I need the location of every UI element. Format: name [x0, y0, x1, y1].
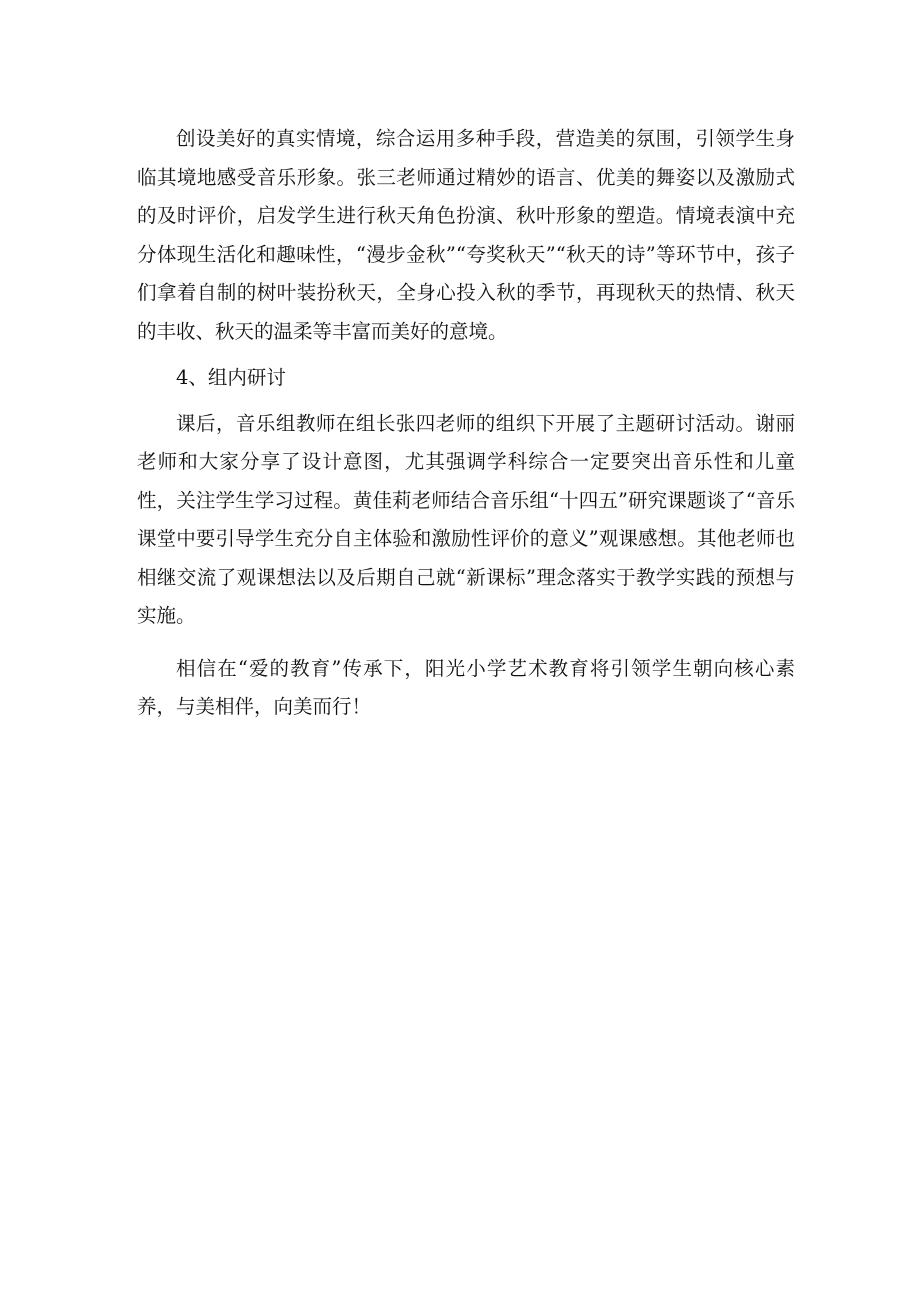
paragraph-scenario-creation: 创设美好的真实情境，综合运用多种手段，营造美的氛围，引领学生身临其境地感受音乐形象。张三老师通过精妙的语言、优美的舞姿以及激励式的及时评价，启发学生进行秋天角色扮演、秋叶形象的塑造。情境表演中充分体现生活化和趣味性，“漫步金秋”“夸奖秋天”“秋天的诗”等环节中，孩子们拿着自制的树叶装扮秋天，全身心投入秋的季节，再现秋天的热情、秋天的丰收、秋天的温柔等丰富而美好的意境。 — [137, 127, 795, 343]
section-heading-group-discussion: 4、组内研讨 — [176, 366, 286, 389]
paragraph-group-discussion: 课后，音乐组教师在组长张四老师的组织下开展了主题研讨活动。谢丽老师和大家分享了设计意图，尤其强调学科综合一定要突出音乐性和儿童性，关注学生学习过程。黄佳莉老师结合音乐组“十四五”研究课题谈了“音乐课堂中要引导学生充分自主体验和激励性评价的意义”观课感想。其他老师也相继交流了观课想法以及后期自己就“新课标”理念落实于教学实践的预想与实施。 — [137, 411, 795, 627]
document-body — [137, 120, 795, 727]
paragraph-closing: 相信在“爱的教育”传承下，阳光小学艺术教育将引领学生朝向核心素养，与美相伴，向美而行！ — [137, 656, 795, 718]
